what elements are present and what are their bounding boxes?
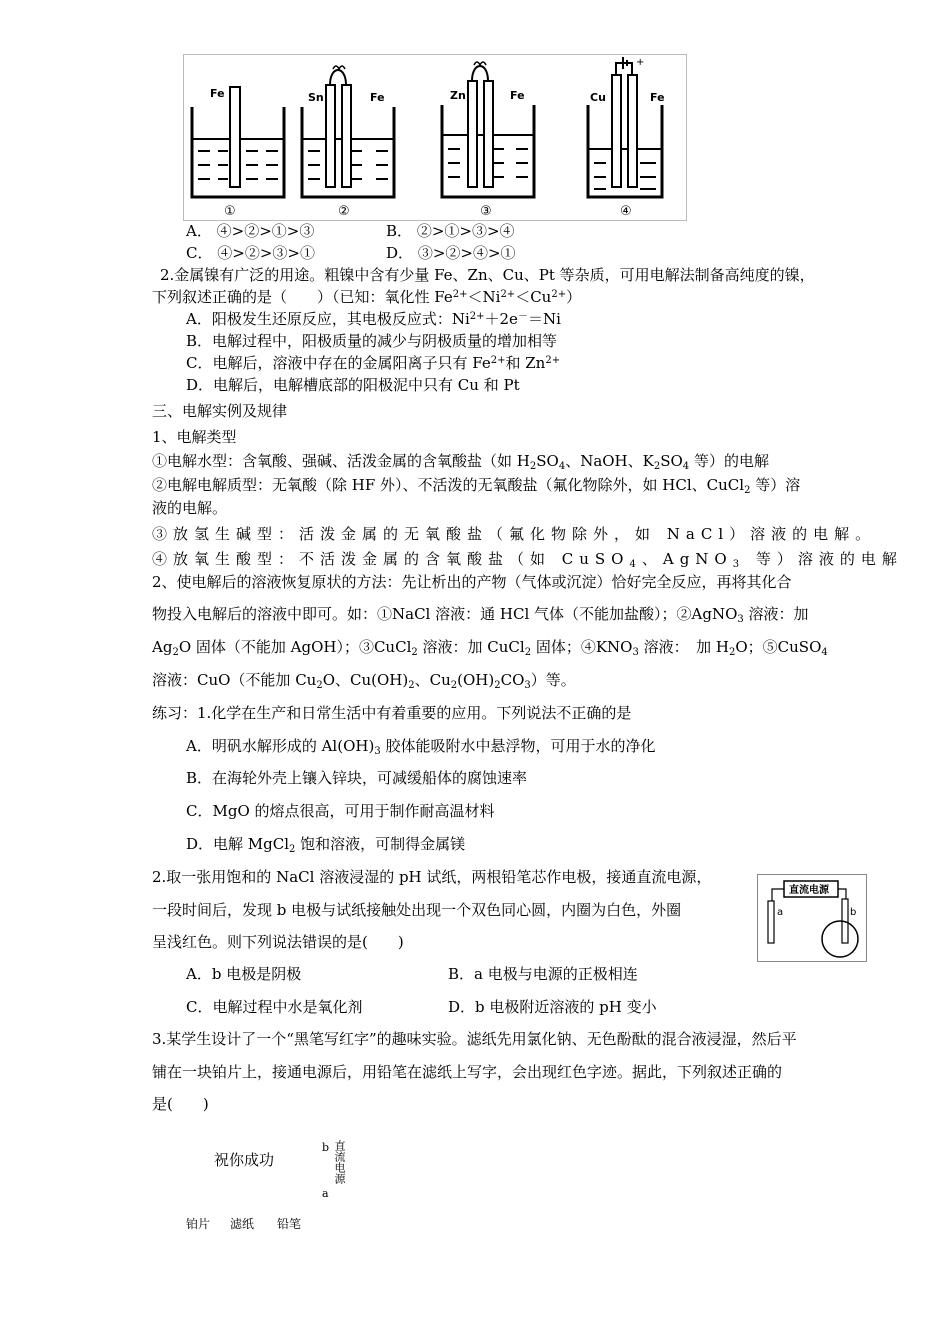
practice1-stem: 练习：1.化学在生产和日常生活中有着重要的应用。下列说法不正确的是	[152, 704, 632, 722]
practice1-option-c: C．MgO 的熔点很高，可用于制作耐高温材料	[186, 802, 495, 820]
practice3-line1: 3.某学生设计了一个“黑笔写红字”的趣味实验。滤纸先用氯化钠、无色酚酞的混合液浸湿，然后平	[152, 1030, 797, 1048]
q2-stem-line1: 2.金属镍有广泛的用途。粗镍中含有少量 Fe、Zn、Cu、Pt 等杂质，可用电解法制备高纯度的镍，	[160, 266, 815, 284]
practice1-option-d: D．电解 MgCl$_2$ 饱和溶液，可制得金属镁	[186, 835, 466, 855]
q1-option-a-text: ④>②>①>③	[216, 222, 315, 240]
practice2-line3: 呈浅红色。则下列说法错误的是( )	[152, 933, 404, 951]
beaker4-number: ④	[620, 204, 632, 219]
q1-option-c	[186, 243, 315, 263]
q1-option-a-label: A．	[186, 222, 212, 240]
beaker4-cu-label: Cu	[590, 91, 606, 104]
section3-restore-line1: 物投入电解后的溶液中即可。如：①NaCl 溶液：通 HCl 气体（不能加盐酸）；②AgNO$_3$ 溶液：加	[152, 605, 809, 625]
q2-option-a: A．阳极发生还原反应，其电极反应式：$Ni^{2+}+2e^-=Ni$	[186, 310, 561, 328]
fig3-filter-paper-label: 滤纸	[230, 1217, 255, 1231]
section3-type3: ③放氢生碱型：活泼金属的无氧酸盐（氟化物除外，如 NaCl）溶液的电解。	[152, 525, 877, 543]
practice2-line2: 一段时间后，发现 b 电极与试纸接触处出现一个双色同心圆，内圈为白色，外圈	[152, 901, 682, 919]
q1-option-b-label: B．	[386, 222, 413, 240]
q1-option-c-label: C．	[186, 244, 213, 262]
beaker1-number: ①	[224, 204, 236, 219]
electrode-a-label: a	[777, 907, 784, 918]
practice1-option-a: A．明矾水解形成的 $Al(OH)_3$ 胶体能吸附水中悬浮物，可用于水的净化	[186, 737, 656, 757]
q1-option-c-text: ④>②>③>①	[217, 244, 315, 262]
beaker3-zn-label: Zn	[450, 89, 466, 102]
q2-option-c: C．电解后，溶液中存在的金属阳离子只有 $Fe^{2+}$和 $Zn^{2+}$	[186, 354, 561, 372]
ph-paper-figure	[757, 874, 867, 962]
beaker4-fe-label: Fe	[650, 91, 665, 104]
practice2-line1: 2.取一张用饱和的 NaCl 溶液浸湿的 pH 试纸，两根铅笔芯作电极，接通直流电源，	[152, 868, 712, 886]
beaker-3	[442, 62, 534, 197]
beaker-1	[192, 87, 284, 197]
fig3-written-text: 祝你成功	[214, 1151, 275, 1169]
practice1-option-b: B．在海轮外壳上镶入锌块，可减缓船体的腐蚀速率	[186, 769, 528, 787]
beakers-figure	[183, 54, 687, 221]
section3-restore-line3: 溶液：CuO（不能加 $Cu_2O$、$Cu(OH)_2$、$Cu_2(OH)_2CO_3$）等。	[152, 671, 576, 691]
beaker2-sn-label: Sn	[308, 91, 324, 104]
fig3-a-label: a	[322, 1187, 329, 1200]
q2-option-b: B．电解过程中，阳极质量的减少与阴极质量的增加相等	[186, 332, 558, 350]
battery-plus-sign: +	[636, 57, 645, 68]
q2-option-d: D．电解后，电解槽底部的阳极泥中只有 Cu 和 Pt	[186, 376, 520, 394]
fig3-b-label: b	[322, 1141, 330, 1154]
q2-stem-line2: 下列叙述正确的是（ ）（已知：氧化性 $Fe^{2+}<Ni^{2+}<Cu^{2+}$）	[152, 288, 582, 306]
section3-heading-2: 2、使电解后的溶液恢复原状的方法：先让析出的产物（气体或沉淀）恰好完全反应，再将其化合	[152, 573, 792, 591]
q1-option-d-label: D．	[386, 244, 414, 262]
ph-paper-svg	[758, 875, 866, 961]
beaker-4	[588, 57, 662, 197]
q1-option-b-text: ②>①>③>④	[416, 222, 515, 240]
practice2-option-b: B．a 电极与电源的正极相连	[448, 965, 638, 983]
q1-option-d-text: ③>②>④>①	[417, 244, 516, 262]
practice3-line2: 铺在一块铂片上，接通电源后，用铅笔在滤纸上写字，会出现红色字迹。据此，下列叙述正确的	[152, 1063, 783, 1081]
beaker2-number: ②	[338, 204, 350, 219]
section3-heading-1: 1、电解类型	[152, 428, 237, 446]
beaker2-fe-label: Fe	[370, 91, 385, 104]
beaker-2	[302, 66, 394, 197]
beaker1-fe-label: Fe	[210, 87, 225, 100]
practice2-option-a: A．b 电极是阴极	[186, 965, 302, 983]
q1-option-d	[386, 243, 516, 263]
beakers-svg	[184, 55, 686, 220]
fig3-platinum-label: 铂片	[186, 1217, 211, 1231]
practice2-option-c: C．电解过程中水是氧化剂	[186, 998, 363, 1016]
section3-type1: ①电解水型：含氧酸、强碱、活泼金属的含氧酸盐（如 $H_2SO_4$、NaOH、$K_2SO_4$ 等）的电解	[152, 452, 769, 472]
section3-restore-line2: $Ag_2O$ 固体（不能加 AgOH）；③CuCl$_2$ 溶液：加 CuCl$_2$ 固体；$④KNO_3$ 溶液： 加 $H_2O$；⑤CuSO$_4$	[152, 638, 828, 658]
section3-type4: ④放氧生酸型：不活泼金属的含氧酸盐（如 CuSO$_4$、AgNO$_3$ 等）溶液的电解	[152, 550, 903, 570]
section3-type2-cont: 液的电解。	[152, 499, 228, 517]
beaker3-fe-label: Fe	[510, 89, 525, 102]
dc-power-label: 直流电源	[789, 885, 829, 896]
practice2-option-d: D．b 电极附近溶液的 pH 变小	[448, 998, 657, 1016]
beaker3-number: ③	[480, 204, 492, 219]
section3-title: 三、电解实例及规律	[152, 402, 288, 420]
section3-type2: ②电解电解质型：无氧酸（除 HF 外）、不活泼的无氧酸盐（氟化物除外，如 HCl、CuCl$_2$ 等）溶	[152, 476, 801, 496]
fig3-power-label: 直流电源	[333, 1140, 346, 1184]
fig3-pencil-label: 铅笔	[277, 1217, 302, 1231]
q1-option-a	[186, 221, 314, 241]
practice3-line3: 是( )	[152, 1095, 209, 1113]
q1-option-b	[386, 221, 515, 241]
electrode-b-label: b	[850, 907, 857, 918]
